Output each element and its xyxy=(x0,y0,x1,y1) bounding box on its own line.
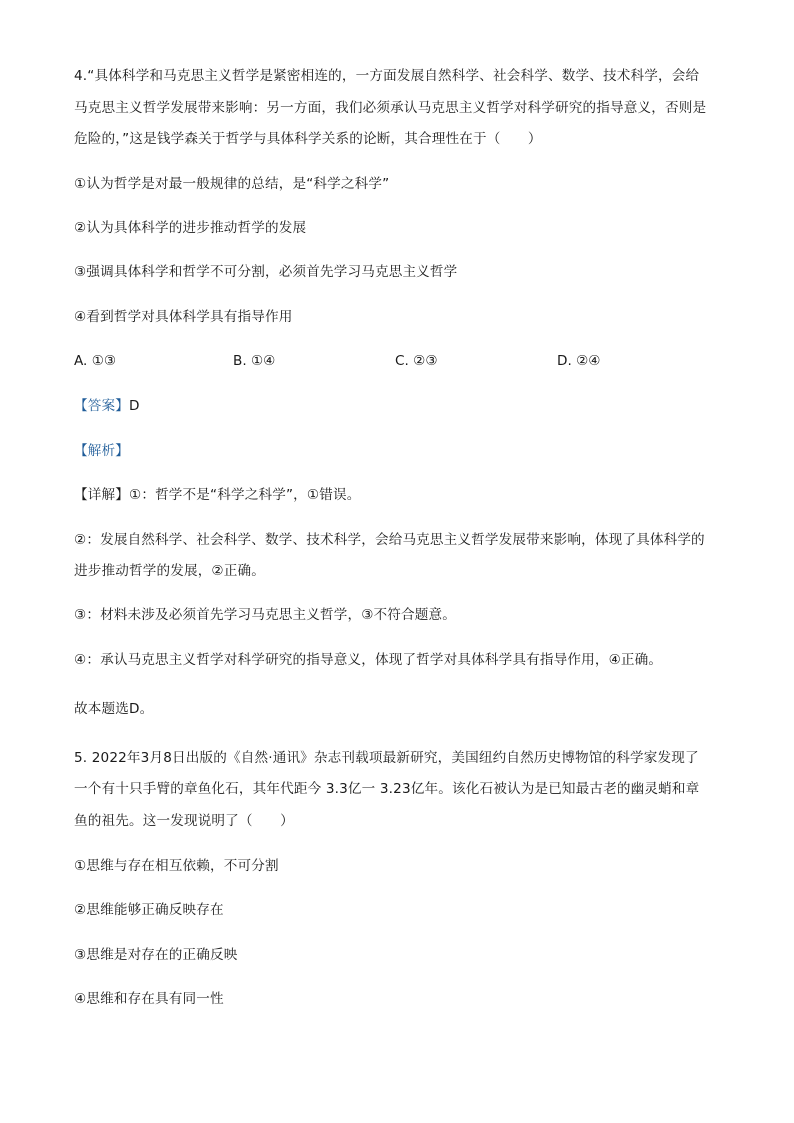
q4-detail-line-4: ③：材料未涉及必须首先学习马克思主义哲学，③不符合题意。 xyxy=(74,607,457,623)
q4-statement-1: ①认为哲学是对最一般规律的总结，是“科学之科学” xyxy=(74,176,390,192)
q4-detail-line-1 xyxy=(74,485,360,505)
detail-first-text: ①：哲学不是“科学之科学”，①错误。 xyxy=(128,487,361,503)
q4-detail-line-3: 进步推动哲学的发展，②正确。 xyxy=(74,563,266,579)
detail-tag: 【详解】 xyxy=(74,487,129,503)
q4-option-c: C. ②③ xyxy=(395,353,438,369)
q4-statement-3: ③强调具体科学和哲学不可分割，必须首先学习马克思主义哲学 xyxy=(74,264,458,280)
answer-tag: 【答案】 xyxy=(74,398,129,414)
answer-value: D xyxy=(128,398,140,414)
q4-stem-line-3: 危险的，”这是钱学森关于哲学与具体科学关系的论断，其合理性在于（ ） xyxy=(74,131,542,147)
q5-stem-line-3: 鱼的祖先。这一发现说明了（ ） xyxy=(74,813,294,829)
q5-stem-line-1: 5. 2022年3月8日出版的《自然·通讯》杂志刊载项最新研究，美国纽约自然历史博物馆的科学家发现了 xyxy=(74,750,699,766)
q4-option-a: A. ①③ xyxy=(74,353,117,369)
q5-statement-3: ③思维是对存在的正确反映 xyxy=(74,947,238,963)
q4-conclusion: 故本题选D。 xyxy=(74,701,154,717)
q5-stem-line-2: 一个有十只手臂的章鱼化石，其年代距今 3.3亿一 3.23亿年。该化石被认为是已知最古老的幽灵蛸和章 xyxy=(74,781,700,797)
q4-detail-line-5: ④：承认马克思主义哲学对科学研究的指导意义，体现了哲学对具体科学具有指导作用，④正确。 xyxy=(74,652,663,668)
q4-statement-4: ④看到哲学对具体科学具有指导作用 xyxy=(74,309,293,325)
q4-statement-2: ②认为具体科学的进步推动哲学的发展 xyxy=(74,220,307,236)
q4-answer xyxy=(74,396,140,416)
q4-option-d: D. ②④ xyxy=(557,353,601,369)
q5-statement-2: ②思维能够正确反映存在 xyxy=(74,902,224,918)
q4-stem-line-2: 马克思主义哲学发展带来影响：另一方面，我们必须承认马克思主义哲学对科学研究的指导意义，否则是 xyxy=(74,100,707,116)
q4-option-b: B. ①④ xyxy=(233,353,276,369)
q4-analysis-heading xyxy=(74,441,129,461)
analysis-tag: 【解析】 xyxy=(74,443,129,459)
q4-detail-line-2: ②：发展自然科学、社会科学、数学、技术科学，会给马克思主义哲学发展带来影响，体现了具体科学的 xyxy=(74,532,705,548)
q4-stem-line-1: 4.“具体科学和马克思主义哲学是紧密相连的，一方面发展自然科学、社会科学、数学、技术科学，会给 xyxy=(74,68,700,84)
q5-statement-4: ④思维和存在具有同一性 xyxy=(74,991,224,1007)
q5-statement-1: ①思维与存在相互依赖，不可分割 xyxy=(74,858,279,874)
